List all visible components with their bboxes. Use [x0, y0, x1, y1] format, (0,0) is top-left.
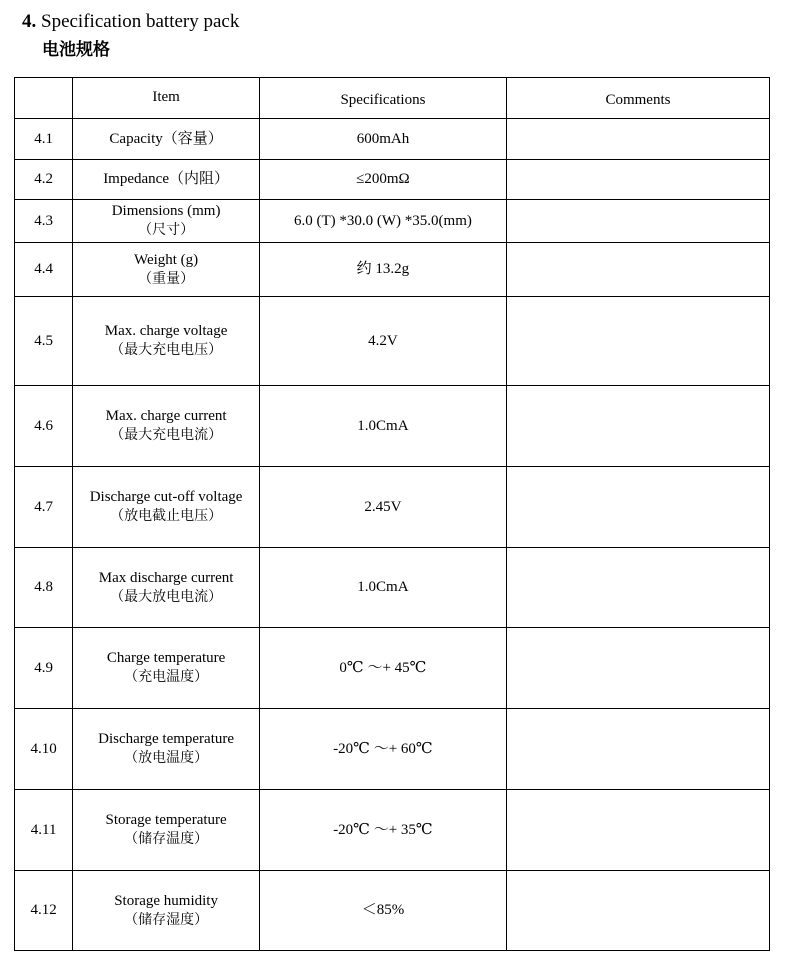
item-label: Weight (g)	[133, 251, 199, 268]
section-number: 4.	[22, 11, 37, 32]
item-label: Capacity（容量）	[109, 130, 223, 147]
row-specification: 0℃ ～+ 45℃	[259, 628, 506, 709]
row-specification: -20℃ ～+ 35℃	[259, 790, 506, 871]
table-row	[15, 160, 770, 200]
row-specification: 1.0CmA	[259, 548, 506, 628]
row-item	[73, 200, 260, 243]
row-number: 4.8	[15, 548, 73, 628]
row-number: 4.12	[15, 871, 73, 951]
table-row	[15, 871, 770, 951]
header-specifications: Specifications	[259, 78, 506, 119]
item-label: Dimensions (mm)	[111, 203, 221, 219]
row-specification: 4.2V	[259, 297, 506, 386]
row-specification: -20℃ ～+ 60℃	[259, 709, 506, 790]
item-label-chinese: （最大放电电流）	[110, 588, 223, 605]
item-label: Discharge temperature	[98, 731, 235, 747]
table-row	[15, 200, 770, 243]
section-subtitle: 电池规格	[42, 40, 110, 60]
row-comments	[506, 467, 769, 548]
item-label: Max discharge current	[98, 569, 234, 586]
item-label: Discharge cut-off voltage	[89, 489, 243, 505]
row-item	[73, 709, 260, 790]
row-comments	[506, 297, 769, 386]
table-row	[15, 119, 770, 160]
row-specification: 600mAh	[259, 119, 506, 160]
table-row	[15, 628, 770, 709]
row-comments	[506, 200, 769, 243]
header-no	[15, 78, 73, 119]
row-specification: 1.0CmA	[259, 386, 506, 467]
row-item	[73, 628, 260, 709]
item-label-chinese: （重量）	[138, 270, 195, 287]
row-comments	[506, 386, 769, 467]
section-heading	[22, 10, 239, 34]
item-label: Max. charge voltage	[104, 323, 228, 339]
row-comments	[506, 790, 769, 871]
row-item	[73, 871, 260, 951]
row-specification: 6.0 (T) *30.0 (W) *35.0(mm)	[259, 200, 506, 243]
item-label: Impedance（内阻）	[103, 171, 229, 187]
row-specification: ＜85%	[259, 871, 506, 951]
item-label: Max. charge current	[105, 408, 227, 424]
item-label-chinese: （最大充电电流）	[110, 427, 223, 443]
row-comments	[506, 548, 769, 628]
specification-table	[14, 77, 770, 951]
row-comments	[506, 160, 769, 200]
row-item	[73, 160, 260, 200]
row-comments	[506, 119, 769, 160]
table-row	[15, 297, 770, 386]
item-label-chinese: （最大充电电压）	[110, 342, 223, 358]
table-row	[15, 790, 770, 871]
row-number: 4.1	[15, 119, 73, 160]
row-item	[73, 548, 260, 628]
table-row	[15, 467, 770, 548]
row-item	[73, 467, 260, 548]
row-item	[73, 790, 260, 871]
table-header-row	[15, 78, 770, 119]
row-number: 4.9	[15, 628, 73, 709]
row-number: 4.7	[15, 467, 73, 548]
item-label-chinese: （放电截止电压）	[110, 508, 223, 524]
row-number: 4.5	[15, 297, 73, 386]
table-row	[15, 243, 770, 297]
row-number: 4.2	[15, 160, 73, 200]
row-item	[73, 119, 260, 160]
item-label-chinese: （储存湿度）	[124, 911, 209, 928]
table-row	[15, 709, 770, 790]
item-label-chinese: （放电温度）	[124, 750, 209, 766]
row-number: 4.11	[15, 790, 73, 871]
table-row	[15, 386, 770, 467]
item-label: Storage humidity	[114, 892, 218, 909]
row-specification: 2.45V	[259, 467, 506, 548]
row-comments	[506, 243, 769, 297]
row-comments	[506, 709, 769, 790]
row-comments	[506, 871, 769, 951]
row-item	[73, 297, 260, 386]
table-row	[15, 548, 770, 628]
row-specification: 约 13.2g	[259, 243, 506, 297]
row-number: 4.4	[15, 243, 73, 297]
header-comments: Comments	[506, 78, 769, 119]
item-label: Storage temperature	[105, 812, 227, 828]
item-label-chinese: （储存温度）	[124, 831, 209, 847]
row-number: 4.3	[15, 200, 73, 243]
item-label-chinese: （充电温度）	[124, 669, 209, 685]
item-label-chinese: （尺寸）	[138, 222, 195, 238]
row-number: 4.6	[15, 386, 73, 467]
row-number: 4.10	[15, 709, 73, 790]
row-comments	[506, 628, 769, 709]
row-item	[73, 386, 260, 467]
row-specification: ≤200mΩ	[259, 160, 506, 200]
row-item	[73, 243, 260, 297]
section-title: Specification battery pack	[41, 11, 240, 32]
item-label: Charge temperature	[106, 650, 226, 666]
header-item: Item	[73, 78, 260, 119]
